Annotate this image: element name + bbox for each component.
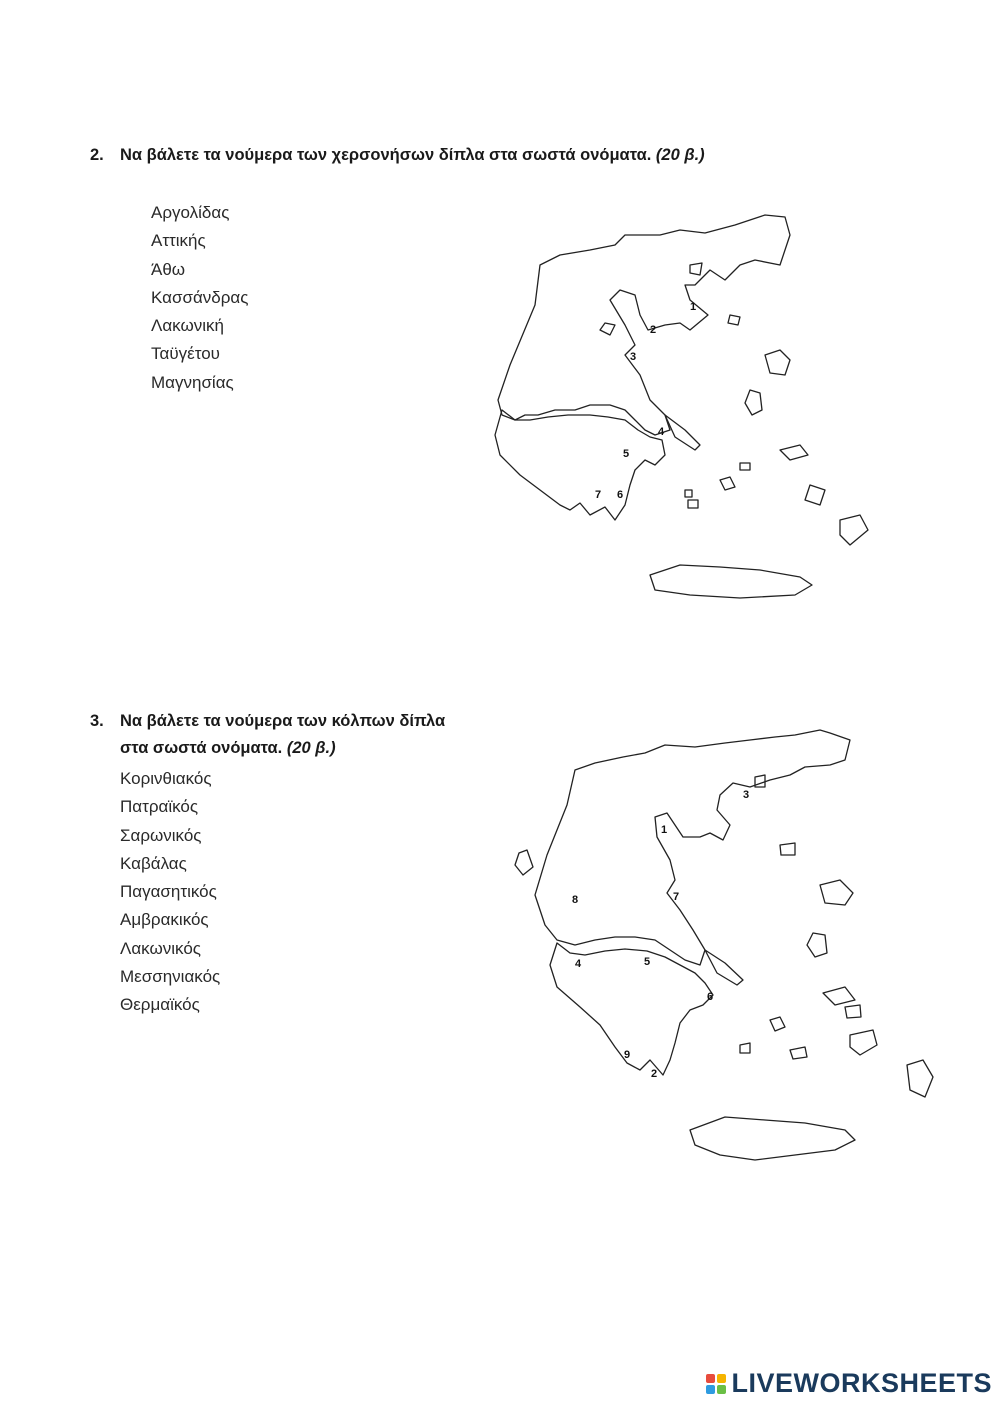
question-3-points: (20 β.) — [286, 739, 336, 757]
map-label: 2 — [651, 1068, 658, 1080]
option-item: Πατραϊκός — [120, 797, 199, 817]
liveworksheets-logo-icon — [706, 1374, 726, 1394]
brand-text: LIVEWORKSHEETS — [731, 1368, 992, 1398]
option-item: Αμβρακικός — [120, 910, 209, 930]
map-label: 3 — [630, 351, 637, 363]
map-label: 3 — [743, 789, 750, 801]
question-3-line2 — [120, 739, 445, 758]
map-label: 7 — [595, 489, 602, 501]
map-label: 8 — [572, 894, 579, 906]
greece-map-peninsulas — [440, 205, 940, 630]
option-item: Θερμαϊκός — [120, 995, 200, 1015]
islands — [650, 263, 868, 598]
question-2-text: Να βάλετε τα νούμερα των χερσονήσων δίπλα στα σωστά ονόματα. — [120, 146, 652, 164]
option-item: Λακωνική — [151, 316, 224, 336]
question-2-points: (20 β.) — [655, 146, 705, 164]
question-2-title — [90, 146, 705, 165]
greece-map-gulfs — [505, 725, 945, 1185]
option-item: Σαρωνικός — [120, 825, 202, 845]
option-item: Κασσάνδρας — [151, 287, 249, 307]
map-label: 7 — [673, 891, 680, 903]
question-3-text-line1: Να βάλετε τα νούμερα των κόλπων δίπλα — [120, 712, 446, 730]
map-label: 4 — [575, 958, 582, 970]
option-item: Μαγνησίας — [151, 372, 234, 392]
logo-square — [717, 1374, 726, 1383]
question-3-number: 3. — [90, 712, 104, 730]
map-label: 9 — [624, 1049, 631, 1061]
option-item: Παγασητικός — [120, 882, 217, 902]
mainland-outline — [515, 730, 850, 1075]
question-2-options — [151, 199, 248, 397]
map-label: 6 — [617, 489, 624, 501]
logo-square — [717, 1385, 726, 1394]
mainland-outline — [495, 215, 790, 520]
question-3-title — [90, 712, 445, 758]
map-label: 6 — [707, 991, 714, 1003]
option-item: Αργολίδας — [151, 203, 230, 222]
map-labels — [595, 301, 696, 501]
question-2-number: 2. — [90, 146, 104, 164]
option-item: Κορινθιακός — [120, 769, 212, 788]
map-label: 2 — [650, 324, 657, 336]
question-3-text-line2: στα σωστά ονόματα. — [120, 739, 283, 757]
map-label: 4 — [658, 426, 665, 438]
option-item: Καβάλας — [120, 853, 187, 873]
option-item: Αττικής — [151, 231, 206, 251]
map-label: 1 — [661, 824, 668, 836]
logo-square — [706, 1374, 715, 1383]
option-item: Λακωνικός — [120, 938, 201, 958]
logo-square — [706, 1385, 715, 1394]
option-item: Ταϋγέτου — [151, 344, 220, 364]
question-3-options — [120, 765, 220, 1020]
question-3-line1 — [90, 712, 445, 731]
map-labels — [572, 789, 749, 1080]
map-label: 5 — [623, 448, 630, 460]
liveworksheets-brand[interactable] — [706, 1368, 992, 1399]
option-item: Άθω — [151, 259, 186, 279]
option-item: Μεσσηνιακός — [120, 967, 221, 987]
map-label: 1 — [690, 301, 697, 313]
map-label: 5 — [644, 956, 651, 968]
